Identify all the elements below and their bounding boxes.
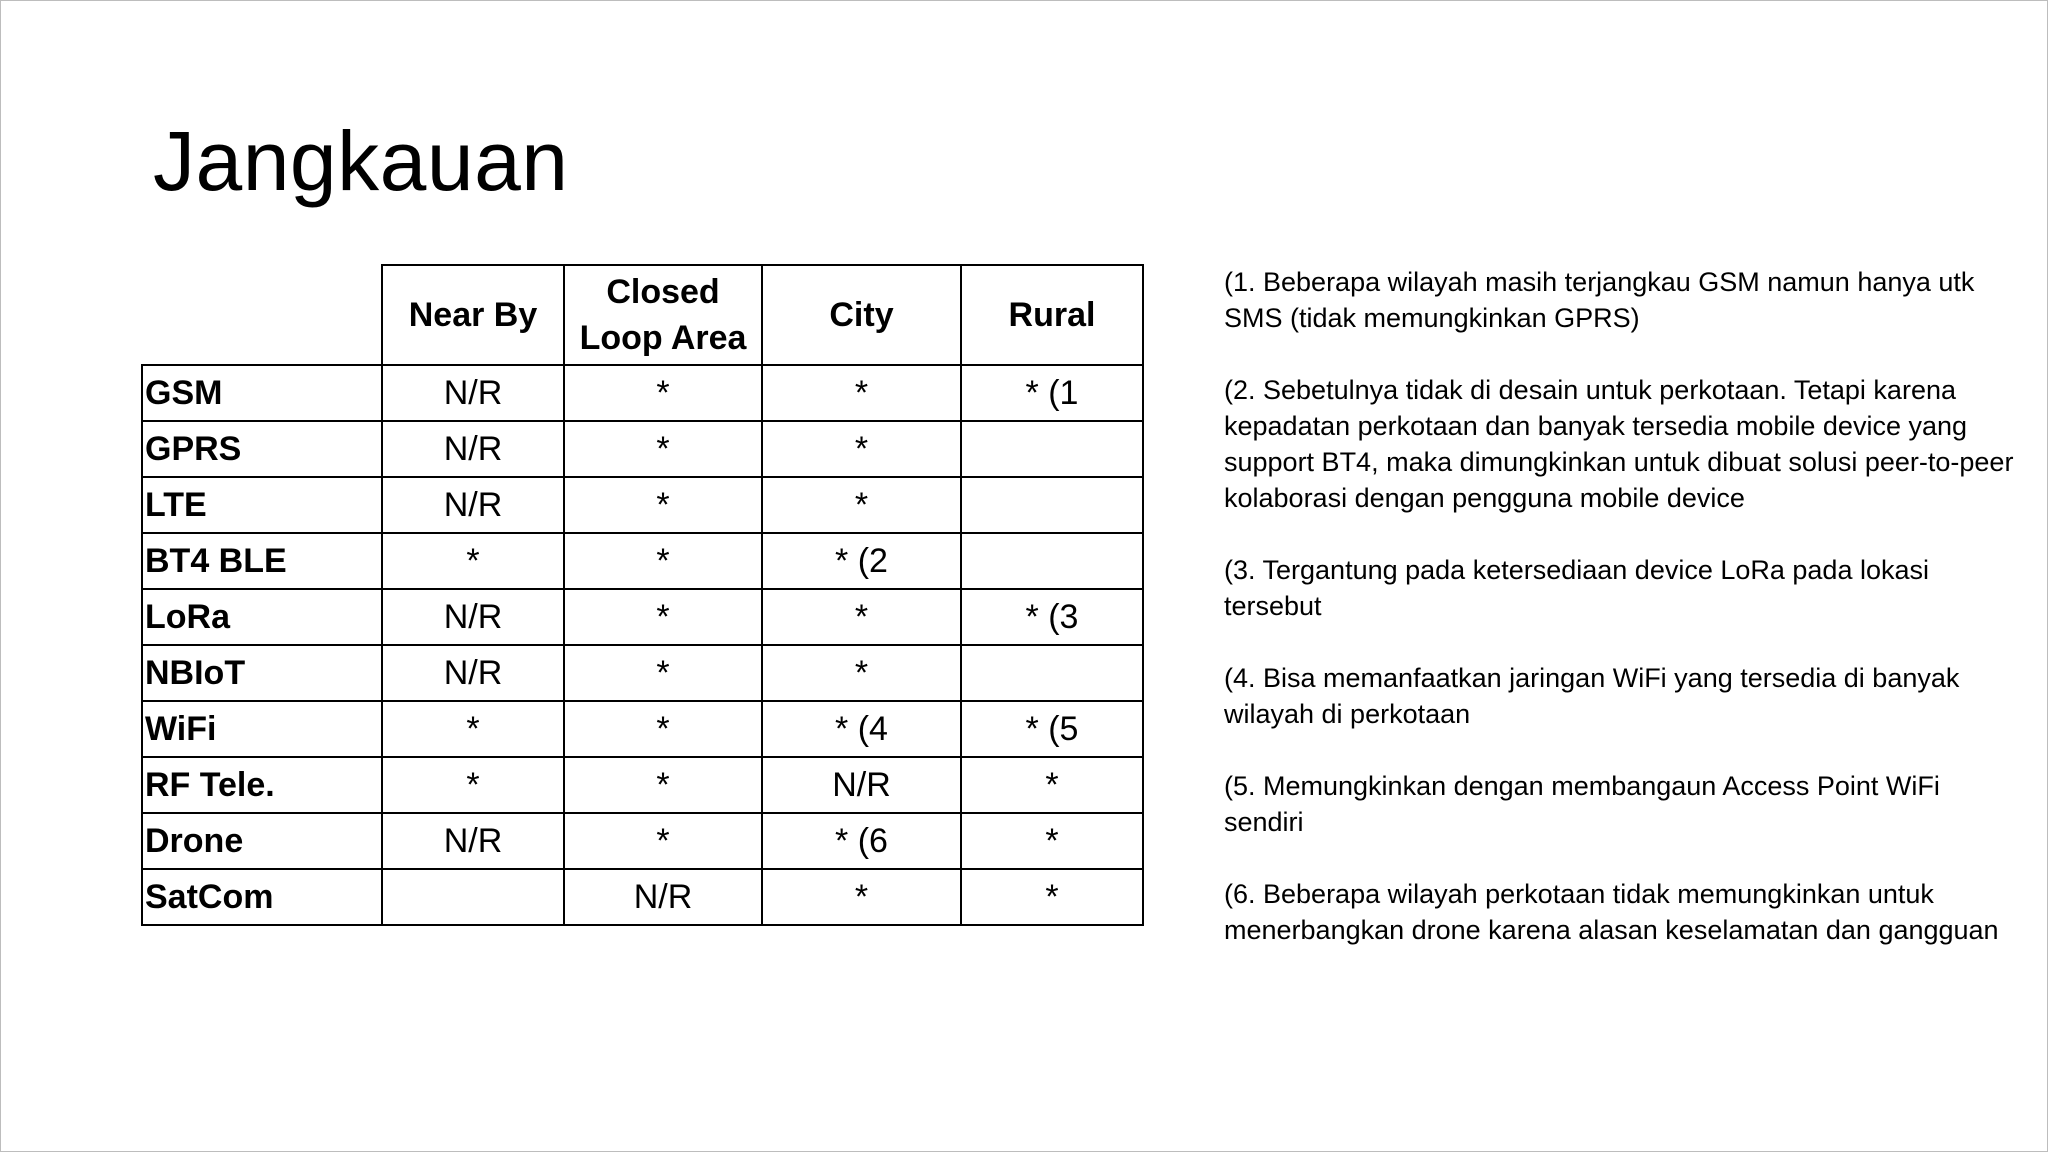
cell-tech: LoRa: [142, 589, 382, 645]
cell-rural: * (5: [961, 701, 1143, 757]
cell-city: * (4: [762, 701, 961, 757]
cell-closed-loop-area: *: [564, 421, 762, 477]
cell-city: *: [762, 477, 961, 533]
table-row: [142, 757, 1143, 813]
cell-tech: Drone: [142, 813, 382, 869]
cell-closed-loop-area: *: [564, 813, 762, 869]
cell-tech: SatCom: [142, 869, 382, 925]
footnote-6: (6. Beberapa wilayah perkotaan tidak memungkinkan untuk menerbangkan drone karena alasan keselamatan dan gangguan: [1224, 879, 1999, 945]
footnote-2: (2. Sebetulnya tidak di desain untuk perkotaan. Tetapi karena kepadatan perkotaan dan banyak tersedia mobile device yang support BT4, maka dimungkinkan untuk dibuat solusi peer-to-peer kolaborasi dengan pengguna mobile device: [1224, 375, 2014, 513]
cell-near-by: N/R: [382, 645, 564, 701]
cell-rural: [961, 645, 1143, 701]
cell-city: *: [762, 589, 961, 645]
range-table: [141, 264, 1144, 926]
cell-near-by: N/R: [382, 589, 564, 645]
cell-closed-loop-area: *: [564, 477, 762, 533]
table-header-row: [142, 265, 1143, 365]
cell-closed-loop-area: *: [564, 589, 762, 645]
slide-title: Jangkauan: [153, 114, 569, 208]
table-row: [142, 813, 1143, 869]
table-row: [142, 365, 1143, 421]
cell-closed-loop-area: *: [564, 533, 762, 589]
cell-rural: * (3: [961, 589, 1143, 645]
cell-city: *: [762, 645, 961, 701]
footnote-1: (1. Beberapa wilayah masih terjangkau GSM namun hanya utk SMS (tidak memungkinkan GPRS): [1224, 267, 1975, 333]
footnote-4: (4. Bisa memanfaatkan jaringan WiFi yang tersedia di banyak wilayah di perkotaan: [1224, 663, 1960, 729]
cell-rural: *: [961, 813, 1143, 869]
cell-near-by: *: [382, 701, 564, 757]
footnote-3: (3. Tergantung pada ketersediaan device LoRa pada lokasi tersebut: [1224, 555, 1929, 621]
cell-rural: [961, 421, 1143, 477]
cell-city: * (2: [762, 533, 961, 589]
cell-rural: [961, 477, 1143, 533]
header-near-by: Near By: [382, 265, 564, 365]
cell-rural: *: [961, 757, 1143, 813]
footnotes: [1224, 264, 2014, 984]
cell-rural: *: [961, 869, 1143, 925]
header-rural: Rural: [961, 265, 1143, 365]
footnote-5: (5. Memungkinkan dengan membangaun Access Point WiFi sendiri: [1224, 771, 1940, 837]
table-row: [142, 701, 1143, 757]
cell-tech: GSM: [142, 365, 382, 421]
table-body: [142, 365, 1143, 925]
cell-near-by: N/R: [382, 365, 564, 421]
header-corner: [142, 265, 382, 365]
table-row: [142, 421, 1143, 477]
cell-city: * (6: [762, 813, 961, 869]
cell-tech: NBIoT: [142, 645, 382, 701]
cell-closed-loop-area: *: [564, 365, 762, 421]
cell-closed-loop-area: *: [564, 757, 762, 813]
cell-city: *: [762, 421, 961, 477]
cell-near-by: [382, 869, 564, 925]
cell-near-by: N/R: [382, 477, 564, 533]
header-city: City: [762, 265, 961, 365]
cell-closed-loop-area: *: [564, 645, 762, 701]
cell-closed-loop-area: *: [564, 701, 762, 757]
cell-city: *: [762, 365, 961, 421]
cell-rural: [961, 533, 1143, 589]
cell-city: *: [762, 869, 961, 925]
table-row: [142, 533, 1143, 589]
cell-tech: WiFi: [142, 701, 382, 757]
cell-near-by: *: [382, 533, 564, 589]
cell-city: N/R: [762, 757, 961, 813]
table-row: [142, 589, 1143, 645]
cell-tech: LTE: [142, 477, 382, 533]
table-row: [142, 645, 1143, 701]
cell-near-by: N/R: [382, 813, 564, 869]
cell-rural: * (1: [961, 365, 1143, 421]
table-row: [142, 477, 1143, 533]
table-row: [142, 869, 1143, 925]
cell-near-by: *: [382, 757, 564, 813]
cell-tech: GPRS: [142, 421, 382, 477]
header-closed-loop-area: Closed Loop Area: [564, 265, 762, 365]
cell-tech: RF Tele.: [142, 757, 382, 813]
cell-closed-loop-area: N/R: [564, 869, 762, 925]
cell-tech: BT4 BLE: [142, 533, 382, 589]
cell-near-by: N/R: [382, 421, 564, 477]
